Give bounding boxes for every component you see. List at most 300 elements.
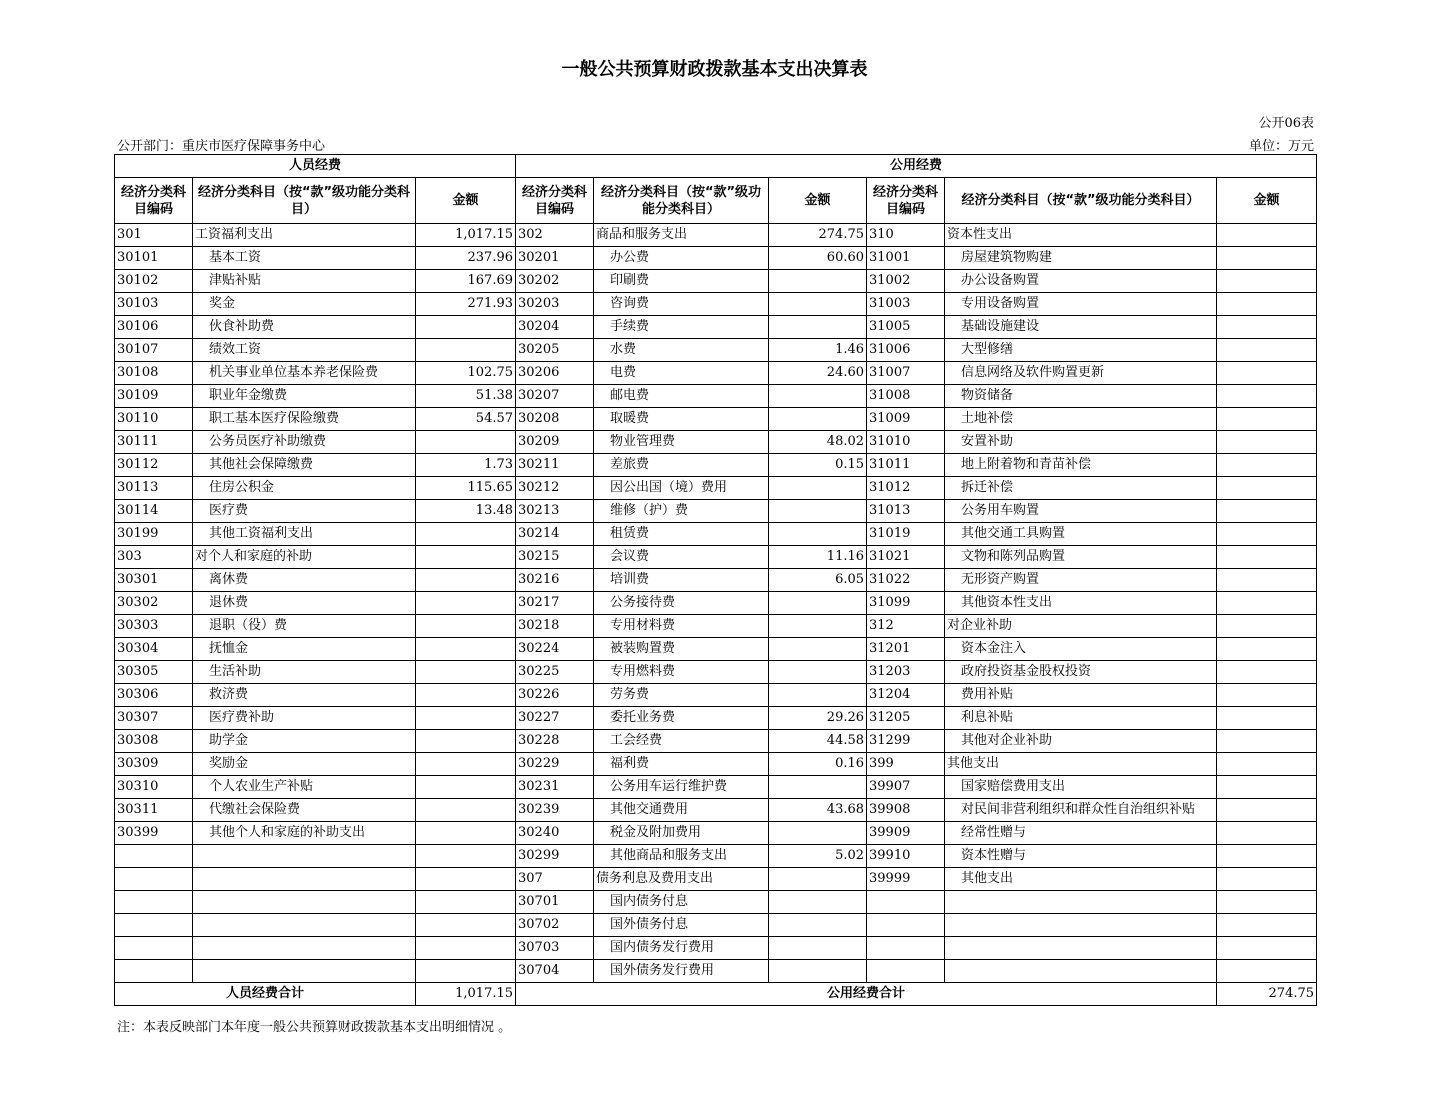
amount-cell xyxy=(1217,408,1317,431)
amount-cell: 60.60 xyxy=(769,247,867,270)
subject-cell: 房屋建筑物购建 xyxy=(945,247,1217,270)
code-cell: 30206 xyxy=(516,362,594,385)
subject-cell: 地上附着物和青苗补偿 xyxy=(945,454,1217,477)
code-cell: 30303 xyxy=(115,615,193,638)
amount-cell: 43.68 xyxy=(769,799,867,822)
table-row xyxy=(115,316,1317,339)
subject-cell: 工会经费 xyxy=(594,730,769,753)
subject-cell: 会议费 xyxy=(594,546,769,569)
code-cell: 30305 xyxy=(115,661,193,684)
table-row xyxy=(115,408,1317,431)
subject-cell: 国内债务发行费用 xyxy=(594,937,769,960)
subject-cell: 抚恤金 xyxy=(193,638,416,661)
subject-cell: 住房公积金 xyxy=(193,477,416,500)
subject-cell xyxy=(945,914,1217,937)
amount-cell: 29.26 xyxy=(769,707,867,730)
code-cell: 30114 xyxy=(115,500,193,523)
amount-cell xyxy=(769,270,867,293)
subject-cell: 其他社会保障缴费 xyxy=(193,454,416,477)
amount-cell xyxy=(1217,362,1317,385)
code-cell: 31011 xyxy=(867,454,945,477)
code-cell: 30214 xyxy=(516,523,594,546)
code-cell: 30199 xyxy=(115,523,193,546)
code-cell: 310 xyxy=(867,224,945,247)
table-row xyxy=(115,684,1317,707)
table-row xyxy=(115,431,1317,454)
subject-cell: 救济费 xyxy=(193,684,416,707)
code-cell: 303 xyxy=(115,546,193,569)
code-cell: 30217 xyxy=(516,592,594,615)
amount-cell xyxy=(416,776,516,799)
subject-cell: 生活补助 xyxy=(193,661,416,684)
code-cell: 31013 xyxy=(867,500,945,523)
code-cell: 39907 xyxy=(867,776,945,799)
page-title: 一般公共预算财政拨款基本支出决算表 xyxy=(561,59,868,80)
table-row xyxy=(115,776,1317,799)
subject-cell xyxy=(945,937,1217,960)
amount-cell xyxy=(1217,316,1317,339)
code-cell: 31204 xyxy=(867,684,945,707)
subject-cell xyxy=(945,891,1217,914)
subject-cell: 国外债务付息 xyxy=(594,914,769,937)
code-cell: 31022 xyxy=(867,569,945,592)
amount-cell xyxy=(1217,546,1317,569)
subject-cell: 其他支出 xyxy=(945,868,1217,891)
subject-cell: 水费 xyxy=(594,339,769,362)
code-cell: 30111 xyxy=(115,431,193,454)
public-total-label: 公用经费合计 xyxy=(516,983,1217,1006)
amount-cell xyxy=(769,914,867,937)
subject-cell: 对民间非营利组织和群众性自治组织补贴 xyxy=(945,799,1217,822)
code-cell: 30308 xyxy=(115,730,193,753)
code-cell: 30202 xyxy=(516,270,594,293)
amount-cell xyxy=(416,822,516,845)
code-cell: 30106 xyxy=(115,316,193,339)
amount-cell: 102.75 xyxy=(416,362,516,385)
amount-cell xyxy=(1217,454,1317,477)
subject-cell: 信息网络及软件购置更新 xyxy=(945,362,1217,385)
code-cell: 31203 xyxy=(867,661,945,684)
amount-cell xyxy=(769,937,867,960)
header-code-1: 经济分类科目编码 xyxy=(115,178,193,224)
code-cell: 30702 xyxy=(516,914,594,937)
amount-cell: 54.57 xyxy=(416,408,516,431)
amount-cell xyxy=(416,868,516,891)
code-cell xyxy=(867,891,945,914)
table-row xyxy=(115,247,1317,270)
subject-cell xyxy=(193,914,416,937)
subject-cell: 退休费 xyxy=(193,592,416,615)
amount-cell: 115.65 xyxy=(416,477,516,500)
totals-row xyxy=(115,983,1317,1006)
subject-cell: 税金及附加费用 xyxy=(594,822,769,845)
code-cell: 31002 xyxy=(867,270,945,293)
personnel-group-header: 人员经费 xyxy=(115,155,516,178)
code-cell: 30224 xyxy=(516,638,594,661)
subject-cell: 大型修缮 xyxy=(945,339,1217,362)
code-cell: 30113 xyxy=(115,477,193,500)
table-row xyxy=(115,937,1317,960)
subject-cell: 资本性赠与 xyxy=(945,845,1217,868)
code-cell: 30212 xyxy=(516,477,594,500)
amount-cell xyxy=(1217,868,1317,891)
amount-cell: 271.93 xyxy=(416,293,516,316)
code-cell: 31021 xyxy=(867,546,945,569)
subject-cell xyxy=(945,960,1217,983)
code-cell: 39910 xyxy=(867,845,945,868)
amount-cell xyxy=(1217,339,1317,362)
code-cell xyxy=(867,937,945,960)
subject-cell: 公务用车运行维护费 xyxy=(594,776,769,799)
subject-cell: 医疗费补助 xyxy=(193,707,416,730)
code-cell: 30228 xyxy=(516,730,594,753)
amount-cell: 48.02 xyxy=(769,431,867,454)
amount-cell xyxy=(769,776,867,799)
code-cell: 30215 xyxy=(516,546,594,569)
header-code-2: 经济分类科目编码 xyxy=(516,178,594,224)
code-cell: 31005 xyxy=(867,316,945,339)
amount-cell: 24.60 xyxy=(769,362,867,385)
amount-cell xyxy=(1217,385,1317,408)
department-label: 公开部门：重庆市医疗保障事务中心 xyxy=(117,139,326,154)
subject-cell: 奖励金 xyxy=(193,753,416,776)
code-cell: 30205 xyxy=(516,339,594,362)
amount-cell xyxy=(1217,615,1317,638)
table-row xyxy=(115,822,1317,845)
code-cell: 30103 xyxy=(115,293,193,316)
code-cell: 30310 xyxy=(115,776,193,799)
code-cell: 30240 xyxy=(516,822,594,845)
table-row xyxy=(115,730,1317,753)
table-row xyxy=(115,914,1317,937)
subject-cell: 其他对企业补助 xyxy=(945,730,1217,753)
amount-cell xyxy=(416,684,516,707)
amount-cell xyxy=(769,960,867,983)
amount-cell xyxy=(416,615,516,638)
subject-cell: 基础设施建设 xyxy=(945,316,1217,339)
subject-cell: 职工基本医疗保险缴费 xyxy=(193,408,416,431)
column-header-row xyxy=(115,178,1317,224)
amount-cell: 1,017.15 xyxy=(416,224,516,247)
amount-cell xyxy=(1217,914,1317,937)
amount-cell xyxy=(769,500,867,523)
amount-cell xyxy=(416,592,516,615)
code-cell: 30101 xyxy=(115,247,193,270)
subject-cell xyxy=(193,845,416,868)
subject-cell: 无形资产购置 xyxy=(945,569,1217,592)
code-cell: 31006 xyxy=(867,339,945,362)
code-cell: 31205 xyxy=(867,707,945,730)
amount-cell xyxy=(1217,845,1317,868)
subject-cell: 手续费 xyxy=(594,316,769,339)
amount-cell: 13.48 xyxy=(416,500,516,523)
subject-cell: 商品和服务支出 xyxy=(594,224,769,247)
amount-cell xyxy=(416,891,516,914)
personnel-total-label: 人员经费合计 xyxy=(115,983,416,1006)
table-row xyxy=(115,454,1317,477)
subject-cell: 委托业务费 xyxy=(594,707,769,730)
subject-cell: 其他工资福利支出 xyxy=(193,523,416,546)
subject-cell: 维修（护）费 xyxy=(594,500,769,523)
code-cell: 30204 xyxy=(516,316,594,339)
subject-cell: 对企业补助 xyxy=(945,615,1217,638)
code-cell: 30311 xyxy=(115,799,193,822)
subject-cell: 绩效工资 xyxy=(193,339,416,362)
code-cell: 312 xyxy=(867,615,945,638)
code-cell: 31001 xyxy=(867,247,945,270)
code-cell: 30107 xyxy=(115,339,193,362)
subject-cell: 被装购置费 xyxy=(594,638,769,661)
amount-cell: 6.05 xyxy=(769,569,867,592)
code-cell: 30399 xyxy=(115,822,193,845)
amount-cell: 237.96 xyxy=(416,247,516,270)
subject-cell: 安置补助 xyxy=(945,431,1217,454)
subject-cell: 退职（役）费 xyxy=(193,615,416,638)
subject-cell: 其他个人和家庭的补助支出 xyxy=(193,822,416,845)
amount-cell: 44.58 xyxy=(769,730,867,753)
amount-cell xyxy=(416,799,516,822)
code-cell: 30226 xyxy=(516,684,594,707)
code-cell xyxy=(115,868,193,891)
code-cell: 30239 xyxy=(516,799,594,822)
subject-cell: 助学金 xyxy=(193,730,416,753)
subject-cell: 印刷费 xyxy=(594,270,769,293)
code-cell: 31099 xyxy=(867,592,945,615)
subject-cell: 职业年金缴费 xyxy=(193,385,416,408)
code-cell: 30307 xyxy=(115,707,193,730)
subject-cell: 津贴补贴 xyxy=(193,270,416,293)
subject-cell: 公务用车购置 xyxy=(945,500,1217,523)
code-cell: 307 xyxy=(516,868,594,891)
table-row xyxy=(115,615,1317,638)
code-cell: 30299 xyxy=(516,845,594,868)
amount-cell xyxy=(1217,293,1317,316)
table-row xyxy=(115,707,1317,730)
code-cell: 30211 xyxy=(516,454,594,477)
amount-cell xyxy=(1217,822,1317,845)
subject-cell: 其他商品和服务支出 xyxy=(594,845,769,868)
code-cell: 39909 xyxy=(867,822,945,845)
amount-cell: 11.16 xyxy=(769,546,867,569)
subject-cell: 电费 xyxy=(594,362,769,385)
subject-cell: 因公出国（境）费用 xyxy=(594,477,769,500)
amount-cell xyxy=(1217,684,1317,707)
subject-cell: 办公费 xyxy=(594,247,769,270)
amount-cell: 0.16 xyxy=(769,753,867,776)
amount-cell xyxy=(1217,937,1317,960)
subject-cell: 国家赔偿费用支出 xyxy=(945,776,1217,799)
amount-cell xyxy=(1217,500,1317,523)
expenditure-table xyxy=(114,154,1317,1006)
subject-cell: 文物和陈列品购置 xyxy=(945,546,1217,569)
subject-cell: 办公设备购置 xyxy=(945,270,1217,293)
table-row xyxy=(115,270,1317,293)
amount-cell xyxy=(416,546,516,569)
table-row xyxy=(115,362,1317,385)
amount-cell xyxy=(769,385,867,408)
code-cell xyxy=(867,960,945,983)
code-cell xyxy=(115,891,193,914)
subject-cell: 利息补贴 xyxy=(945,707,1217,730)
subject-cell: 专用燃料费 xyxy=(594,661,769,684)
subject-cell: 取暖费 xyxy=(594,408,769,431)
code-cell: 31012 xyxy=(867,477,945,500)
header-subject-2: 经济分类科目（按“款”级功能分类科目） xyxy=(594,178,769,224)
amount-cell xyxy=(1217,224,1317,247)
unit-label: 单位：万元 xyxy=(1248,139,1314,154)
code-cell: 30703 xyxy=(516,937,594,960)
subject-cell: 专用材料费 xyxy=(594,615,769,638)
subject-cell: 公务接待费 xyxy=(594,592,769,615)
code-cell xyxy=(867,914,945,937)
code-cell: 30216 xyxy=(516,569,594,592)
code-cell: 31010 xyxy=(867,431,945,454)
subject-cell: 国内债务付息 xyxy=(594,891,769,914)
code-cell: 30309 xyxy=(115,753,193,776)
subject-cell: 其他资本性支出 xyxy=(945,592,1217,615)
amount-cell xyxy=(769,891,867,914)
amount-cell xyxy=(416,523,516,546)
code-cell: 31299 xyxy=(867,730,945,753)
amount-cell xyxy=(1217,569,1317,592)
code-cell: 30203 xyxy=(516,293,594,316)
amount-cell xyxy=(416,638,516,661)
table-row xyxy=(115,224,1317,247)
group-header-row xyxy=(115,155,1317,178)
amount-cell xyxy=(416,339,516,362)
code-cell: 30306 xyxy=(115,684,193,707)
table-row xyxy=(115,845,1317,868)
table-row xyxy=(115,546,1317,569)
code-cell: 30112 xyxy=(115,454,193,477)
amount-cell xyxy=(416,960,516,983)
subject-cell: 劳务费 xyxy=(594,684,769,707)
amount-cell xyxy=(1217,891,1317,914)
code-cell: 301 xyxy=(115,224,193,247)
subject-cell: 土地补偿 xyxy=(945,408,1217,431)
table-row xyxy=(115,592,1317,615)
amount-cell xyxy=(1217,730,1317,753)
amount-cell xyxy=(769,684,867,707)
subject-cell: 离休费 xyxy=(193,569,416,592)
subject-cell: 福利费 xyxy=(594,753,769,776)
code-cell: 31009 xyxy=(867,408,945,431)
subject-cell: 差旅费 xyxy=(594,454,769,477)
subject-cell: 公务员医疗补助缴费 xyxy=(193,431,416,454)
subject-cell xyxy=(193,868,416,891)
subject-cell: 拆迁补偿 xyxy=(945,477,1217,500)
amount-cell xyxy=(416,661,516,684)
table-row xyxy=(115,500,1317,523)
code-cell: 30218 xyxy=(516,615,594,638)
subject-cell: 其他支出 xyxy=(945,753,1217,776)
code-cell: 30102 xyxy=(115,270,193,293)
header-subject-3: 经济分类科目（按“款”级功能分类科目） xyxy=(945,178,1217,224)
subject-cell: 机关事业单位基本养老保险费 xyxy=(193,362,416,385)
table-row xyxy=(115,569,1317,592)
code-cell: 30108 xyxy=(115,362,193,385)
subject-cell: 资本性支出 xyxy=(945,224,1217,247)
amount-cell xyxy=(1217,707,1317,730)
amount-cell: 274.75 xyxy=(769,224,867,247)
amount-cell xyxy=(1217,523,1317,546)
amount-cell xyxy=(1217,799,1317,822)
amount-cell xyxy=(1217,431,1317,454)
subject-cell: 对个人和家庭的补助 xyxy=(193,546,416,569)
code-cell: 399 xyxy=(867,753,945,776)
amount-cell xyxy=(1217,960,1317,983)
subject-cell: 物业管理费 xyxy=(594,431,769,454)
code-cell: 30304 xyxy=(115,638,193,661)
subject-cell: 伙食补助费 xyxy=(193,316,416,339)
header-amount-1: 金额 xyxy=(416,178,516,224)
subject-cell xyxy=(193,937,416,960)
amount-cell xyxy=(769,592,867,615)
amount-cell xyxy=(769,408,867,431)
table-row xyxy=(115,638,1317,661)
table-row xyxy=(115,960,1317,983)
header-amount-3: 金额 xyxy=(1217,178,1317,224)
subject-cell: 专用设备购置 xyxy=(945,293,1217,316)
personnel-total-amount: 1,017.15 xyxy=(416,983,516,1006)
subject-cell: 资本金注入 xyxy=(945,638,1217,661)
code-cell: 39908 xyxy=(867,799,945,822)
amount-cell xyxy=(769,615,867,638)
amount-cell xyxy=(416,753,516,776)
subject-cell: 个人农业生产补贴 xyxy=(193,776,416,799)
code-cell: 30704 xyxy=(516,960,594,983)
amount-cell xyxy=(1217,270,1317,293)
table-row xyxy=(115,339,1317,362)
code-cell: 31003 xyxy=(867,293,945,316)
table-row xyxy=(115,385,1317,408)
amount-cell xyxy=(769,316,867,339)
amount-cell xyxy=(769,822,867,845)
code-cell: 30229 xyxy=(516,753,594,776)
public-group-header: 公用经费 xyxy=(516,155,1317,178)
amount-cell xyxy=(416,845,516,868)
amount-cell xyxy=(769,661,867,684)
subject-cell: 政府投资基金股权投资 xyxy=(945,661,1217,684)
code-cell: 30227 xyxy=(516,707,594,730)
subject-cell xyxy=(193,891,416,914)
subject-cell: 咨询费 xyxy=(594,293,769,316)
amount-cell xyxy=(769,868,867,891)
amount-cell xyxy=(1217,247,1317,270)
amount-cell: 1.46 xyxy=(769,339,867,362)
header-subject-1: 经济分类科目（按“款”级功能分类科目） xyxy=(193,178,416,224)
subject-cell: 租赁费 xyxy=(594,523,769,546)
header-code-3: 经济分类科目编码 xyxy=(867,178,945,224)
subject-cell: 物资储备 xyxy=(945,385,1217,408)
amount-cell xyxy=(1217,477,1317,500)
amount-cell xyxy=(769,523,867,546)
code-cell: 39999 xyxy=(867,868,945,891)
amount-cell xyxy=(769,477,867,500)
code-cell: 30110 xyxy=(115,408,193,431)
subject-cell: 国外债务发行费用 xyxy=(594,960,769,983)
table-row xyxy=(115,799,1317,822)
subject-cell: 经常性赠与 xyxy=(945,822,1217,845)
subject-cell: 代缴社会保险费 xyxy=(193,799,416,822)
table-row xyxy=(115,523,1317,546)
amount-cell xyxy=(416,914,516,937)
code-cell: 30109 xyxy=(115,385,193,408)
amount-cell xyxy=(1217,753,1317,776)
code-cell xyxy=(115,937,193,960)
code-cell: 30225 xyxy=(516,661,594,684)
subject-cell: 其他交通费用 xyxy=(594,799,769,822)
